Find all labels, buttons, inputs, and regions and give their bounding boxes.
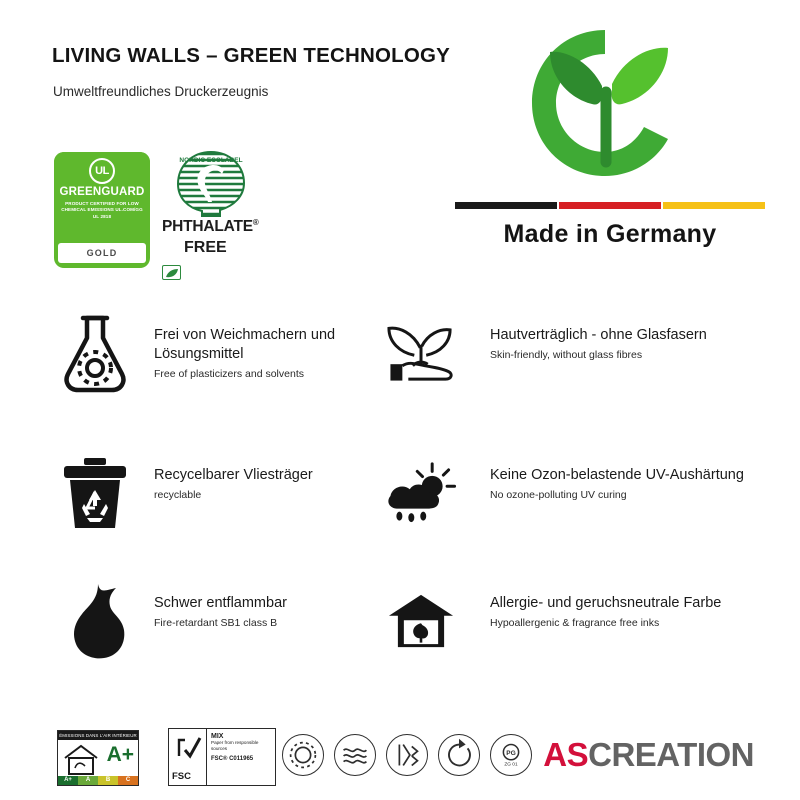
feature-title-en: No ozone-polluting UV curing [490, 489, 627, 501]
feature-title-de: Allergie- und geruchsneutrale Farbe [490, 595, 722, 611]
fsc-text: FSC [172, 771, 191, 782]
house-with-leaf-icon [380, 580, 462, 662]
recycle-bin-icon [54, 452, 136, 534]
scale-a: A [78, 776, 98, 785]
greenguard-description: PRODUCT CERTIFIED FOR LOW CHEMICAL EMISSIONS UL.COM/GG UL 2818 [61, 201, 143, 219]
svg-text:PG: PG [506, 750, 516, 757]
emissions-label [57, 730, 139, 786]
fsc-tree-checkmark-icon [173, 732, 203, 760]
feature-title-en: Free of plasticizers and solvents [154, 368, 304, 380]
emissions-scale [58, 776, 138, 785]
nordic-ecolabel-label: NORDIC ECOLABEL [179, 157, 243, 164]
phthalate-line1: PHTHALATE® [162, 218, 259, 236]
care-symbols [282, 734, 532, 776]
footer [0, 722, 800, 800]
scale-c: C [118, 776, 138, 785]
waves-circle-icon [334, 734, 376, 776]
arrow-recycle-circle-icon [438, 734, 480, 776]
greenguard-level: GOLD [58, 243, 146, 263]
flag-stripe-black [455, 202, 557, 209]
feature-title-de: Schwer entflammbar [154, 595, 287, 611]
fsc-mix-title: MIX [211, 733, 224, 740]
emissions-body [58, 740, 138, 778]
feature-hypoallergenic [380, 580, 780, 700]
phthalate-text [162, 218, 266, 261]
fsc-label [168, 728, 276, 786]
green-leaf-circle-logo [520, 22, 690, 182]
feature-no-uv-curing [380, 452, 780, 572]
feature-plasticizer-free [54, 312, 384, 432]
phthalate-line2: FREE [184, 239, 227, 257]
scale-a-plus: A+ [58, 776, 78, 785]
feature-recyclable [54, 452, 384, 572]
made-in-germany-text: Made in Germany [503, 220, 717, 248]
registered-mark: ® [252, 218, 259, 227]
phthalate-free-badge [162, 146, 266, 272]
flask-icon [54, 312, 136, 394]
fsc-mix-description: Paper from responsible sources [211, 740, 259, 751]
brush-circle-icon [386, 734, 428, 776]
fsc-left [169, 729, 207, 785]
feature-text [154, 466, 386, 502]
feature-text [154, 326, 386, 381]
feature-title-en: recyclable [154, 489, 202, 501]
feature-skin-friendly [380, 312, 780, 432]
emissions-grade: A+ [106, 743, 134, 766]
feature-text [490, 326, 790, 362]
feature-title-en: Skin-friendly, without glass fibres [490, 349, 643, 361]
hand-with-plant-icon [380, 312, 462, 394]
greenguard-badge [54, 152, 150, 268]
fsc-code: FSC® C011965 [211, 756, 254, 762]
feature-text [490, 466, 790, 502]
svg-text:ZG 01: ZG 01 [504, 762, 518, 768]
emissions-header: ÉMISSIONS DANS L'AIR INTÉRIEUR [59, 733, 137, 738]
feature-title-de: Hautverträglich - ohne Glasfasern [490, 327, 707, 343]
fsc-right [207, 729, 275, 785]
feature-text [154, 594, 386, 630]
leaf-box-icon [162, 265, 181, 280]
brand-creation: CREATION [588, 736, 754, 773]
page-subtitle: Umweltfreundliches Druckerzeugnis [53, 84, 269, 99]
gear-circle-icon [282, 734, 324, 776]
nordic-ecolabel-icon [164, 146, 258, 220]
feature-title-de: Keine Ozon-belastende UV-Aushärtung [490, 467, 744, 483]
brand-as: AS [543, 736, 589, 773]
pcr-circle-icon [490, 734, 532, 776]
sun-cloud-rain-icon [380, 452, 462, 534]
page-title: LIVING WALLS – GREEN TECHNOLOGY [52, 44, 451, 67]
feature-title-en: Hypoallergenic & fragrance free inks [490, 617, 660, 629]
brand-logo [543, 736, 754, 774]
feature-text [490, 594, 790, 630]
scale-b: B [98, 776, 118, 785]
flag-stripe-red [559, 202, 661, 209]
greenguard-top [54, 152, 150, 242]
ul-mark: UL [89, 158, 115, 184]
feature-title-en: Fire-retardant SB1 class B [154, 617, 278, 629]
feature-title-de: Frei von Weichmachern und Lösungsmittel [154, 327, 336, 362]
flag-stripe-gold [663, 202, 765, 209]
house-emission-icon [61, 742, 101, 776]
greenguard-name: GREENGUARD [59, 186, 145, 198]
feature-fire-retardant [54, 580, 384, 700]
feature-title-de: Recycelbarer Vliesträger [154, 467, 313, 483]
flame-icon [54, 580, 136, 662]
